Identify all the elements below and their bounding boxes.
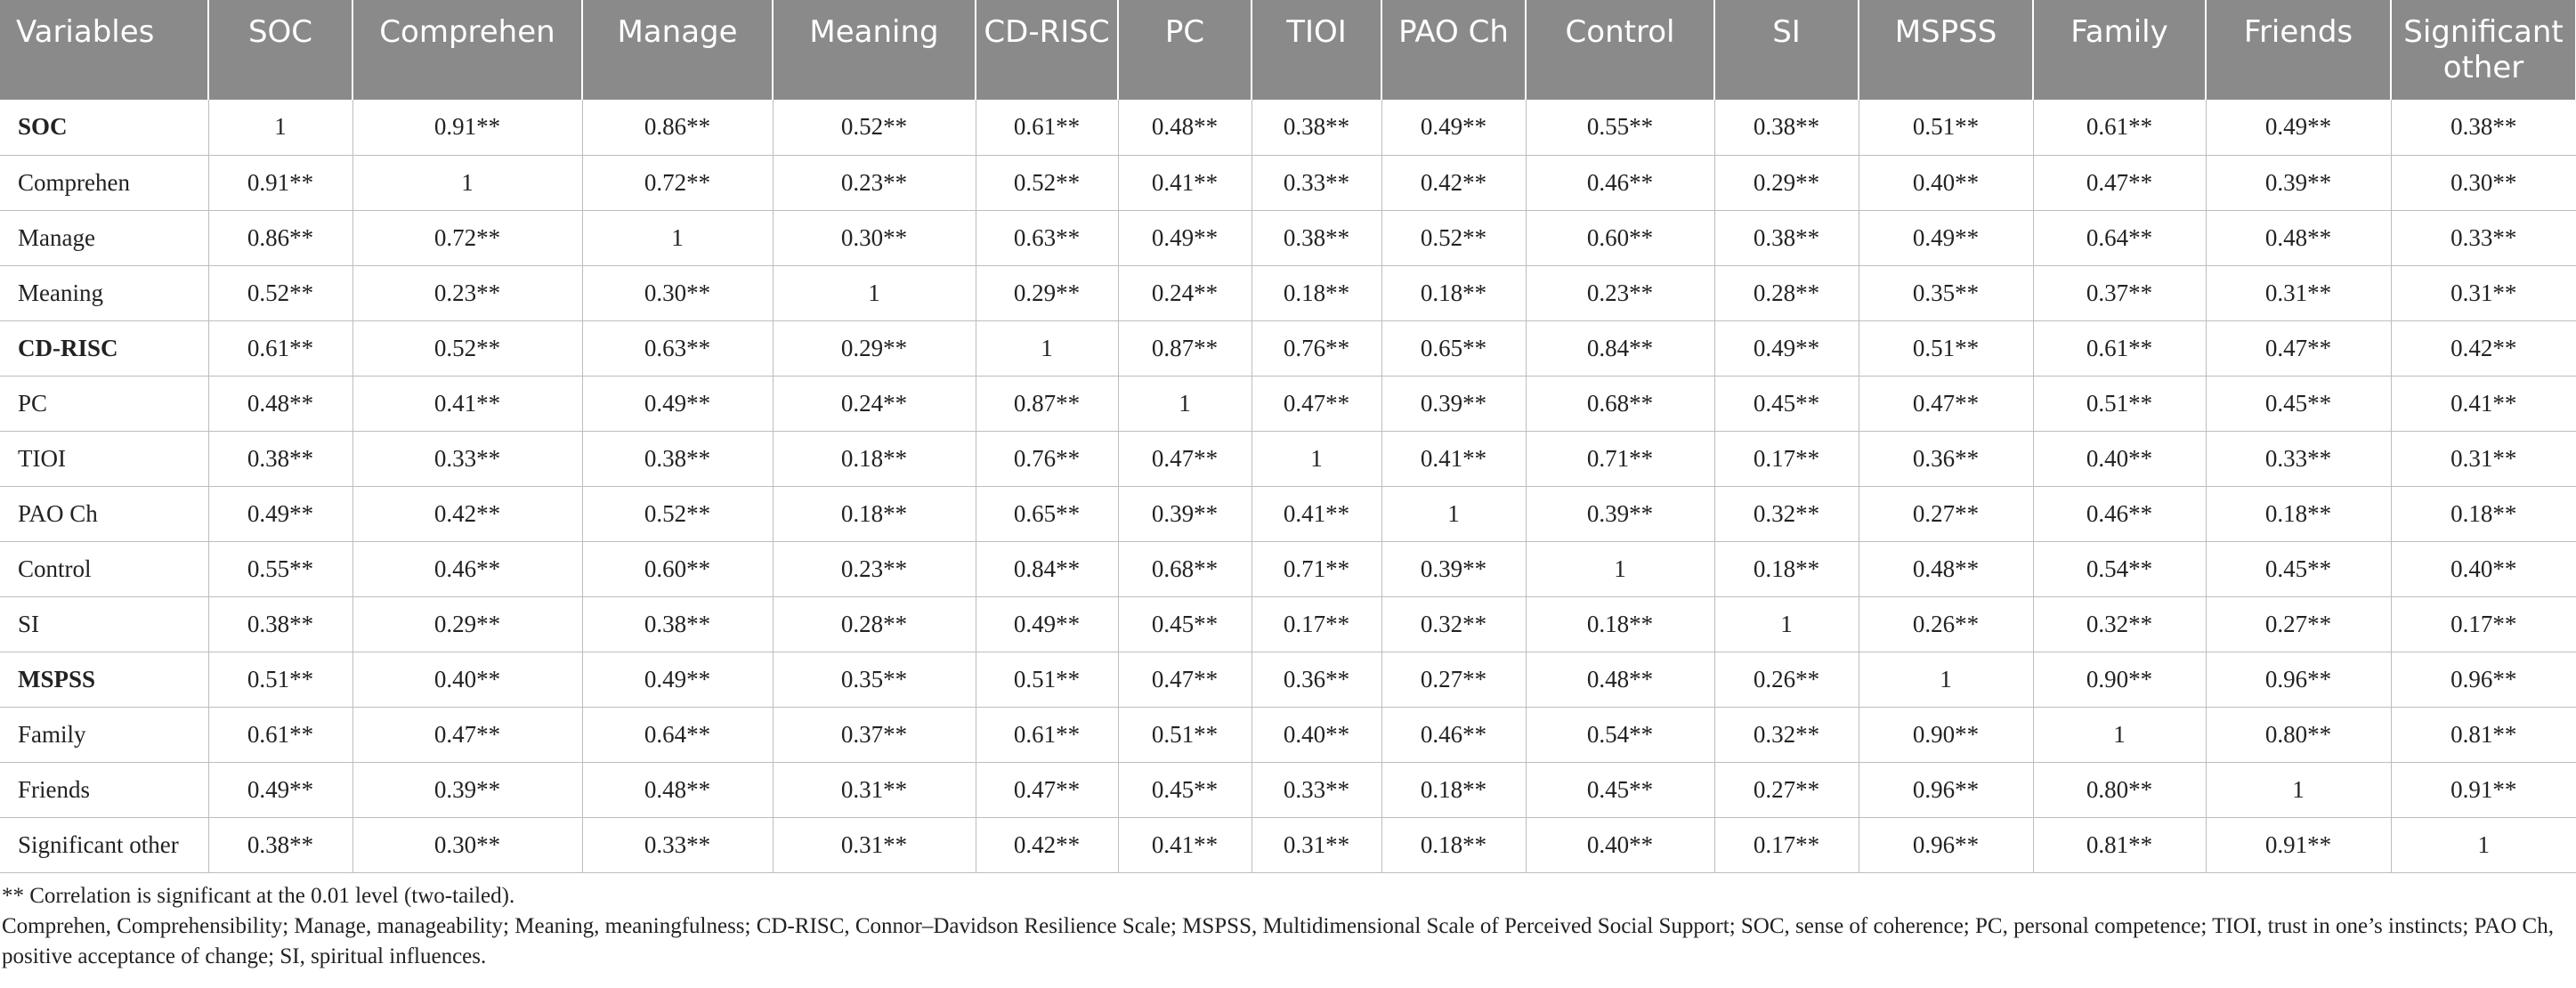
table-cell: 0.47** xyxy=(976,762,1118,817)
row-label: SI xyxy=(0,596,208,652)
table-cell: 0.38** xyxy=(1714,100,1859,155)
table-cell: 0.81** xyxy=(2391,707,2576,762)
table-cell: 1 xyxy=(1381,486,1526,541)
table-cell: 0.86** xyxy=(208,210,352,265)
table-cell: 0.65** xyxy=(1381,320,1526,376)
table-row xyxy=(0,762,2576,817)
table-cell: 0.49** xyxy=(1714,320,1859,376)
table-cell: 0.55** xyxy=(1526,100,1714,155)
table-cell: 0.49** xyxy=(208,486,352,541)
table-cell: 0.18** xyxy=(1381,817,1526,872)
table-cell: 0.26** xyxy=(1714,652,1859,707)
table-cell: 0.49** xyxy=(582,652,773,707)
table-cell: 0.17** xyxy=(1714,431,1859,486)
table-cell: 0.24** xyxy=(773,376,976,431)
table-cell: 1 xyxy=(1526,541,1714,596)
table-cell: 0.80** xyxy=(2206,707,2391,762)
table-cell: 0.46** xyxy=(1381,707,1526,762)
table-cell: 0.33** xyxy=(2391,210,2576,265)
table-cell: 0.61** xyxy=(2033,100,2206,155)
table-cell: 0.18** xyxy=(1526,596,1714,652)
table-cell: 0.90** xyxy=(2033,652,2206,707)
table-cell: 0.91** xyxy=(352,100,582,155)
table-cell: 0.72** xyxy=(352,210,582,265)
table-row xyxy=(0,320,2576,376)
table-cell: 1 xyxy=(2033,707,2206,762)
table-cell: 0.81** xyxy=(2033,817,2206,872)
table-cell: 0.38** xyxy=(208,431,352,486)
table-cell: 0.29** xyxy=(773,320,976,376)
table-cell: 1 xyxy=(208,100,352,155)
table-cell: 0.96** xyxy=(2206,652,2391,707)
table-cell: 0.65** xyxy=(976,486,1118,541)
table-cell: 0.63** xyxy=(582,320,773,376)
table-cell: 0.48** xyxy=(1118,100,1252,155)
table-cell: 1 xyxy=(352,155,582,210)
table-cell: 0.41** xyxy=(352,376,582,431)
column-header-cd-risc: CD-RISC xyxy=(976,0,1118,100)
table-cell: 0.40** xyxy=(1859,155,2033,210)
table-cell: 0.45** xyxy=(1118,762,1252,817)
table-cell: 0.23** xyxy=(773,541,976,596)
table-row xyxy=(0,541,2576,596)
table-row xyxy=(0,265,2576,320)
table-cell: 0.31** xyxy=(773,817,976,872)
column-header-control: Control xyxy=(1526,0,1714,100)
table-cell: 0.47** xyxy=(1252,376,1381,431)
row-label: MSPSS xyxy=(0,652,208,707)
header-row xyxy=(0,0,2576,100)
table-cell: 0.38** xyxy=(2391,100,2576,155)
table-cell: 0.46** xyxy=(1526,155,1714,210)
table-cell: 0.48** xyxy=(208,376,352,431)
table-cell: 0.39** xyxy=(2206,155,2391,210)
row-label: Family xyxy=(0,707,208,762)
column-header-si: SI xyxy=(1714,0,1859,100)
table-row xyxy=(0,376,2576,431)
row-label: PAO Ch xyxy=(0,486,208,541)
table-cell: 0.52** xyxy=(352,320,582,376)
table-cell: 0.47** xyxy=(352,707,582,762)
table-row xyxy=(0,431,2576,486)
table-cell: 0.18** xyxy=(773,431,976,486)
table-cell: 0.32** xyxy=(1714,486,1859,541)
row-label: Comprehen xyxy=(0,155,208,210)
table-cell: 0.54** xyxy=(1526,707,1714,762)
table-cell: 0.40** xyxy=(352,652,582,707)
row-label: Significant other xyxy=(0,817,208,872)
table-cell: 0.45** xyxy=(1714,376,1859,431)
table-notes xyxy=(0,881,2576,972)
table-cell: 0.18** xyxy=(773,486,976,541)
table-cell: 0.28** xyxy=(773,596,976,652)
table-cell: 0.55** xyxy=(208,541,352,596)
table-cell: 1 xyxy=(976,320,1118,376)
table-row xyxy=(0,210,2576,265)
table-cell: 1 xyxy=(582,210,773,265)
table-cell: 0.54** xyxy=(2033,541,2206,596)
table-cell: 0.40** xyxy=(1252,707,1381,762)
table-cell: 0.36** xyxy=(1859,431,2033,486)
table-cell: 0.68** xyxy=(1526,376,1714,431)
table-cell: 0.60** xyxy=(582,541,773,596)
table-cell: 0.42** xyxy=(2391,320,2576,376)
column-header-family: Family xyxy=(2033,0,2206,100)
table-cell: 0.51** xyxy=(1859,100,2033,155)
table-cell: 1 xyxy=(2391,817,2576,872)
table-cell: 0.68** xyxy=(1118,541,1252,596)
table-cell: 0.36** xyxy=(1252,652,1381,707)
table-cell: 0.33** xyxy=(1252,155,1381,210)
table-cell: 0.18** xyxy=(1714,541,1859,596)
table-body xyxy=(0,100,2576,872)
table-cell: 0.42** xyxy=(976,817,1118,872)
table-cell: 0.45** xyxy=(2206,376,2391,431)
table-cell: 0.32** xyxy=(2033,596,2206,652)
table-cell: 0.32** xyxy=(1714,707,1859,762)
column-header-mspss: MSPSS xyxy=(1859,0,2033,100)
table-cell: 0.76** xyxy=(1252,320,1381,376)
table-cell: 0.31** xyxy=(773,762,976,817)
table-cell: 0.18** xyxy=(1381,762,1526,817)
table-cell: 0.51** xyxy=(2033,376,2206,431)
table-cell: 0.47** xyxy=(2033,155,2206,210)
table-cell: 0.38** xyxy=(1252,210,1381,265)
table-cell: 0.51** xyxy=(208,652,352,707)
table-cell: 0.71** xyxy=(1252,541,1381,596)
table-cell: 0.45** xyxy=(1118,596,1252,652)
table-cell: 0.96** xyxy=(1859,817,2033,872)
table-cell: 0.17** xyxy=(1714,817,1859,872)
table-cell: 0.38** xyxy=(208,817,352,872)
table-cell: 0.86** xyxy=(582,100,773,155)
table-cell: 0.51** xyxy=(1118,707,1252,762)
table-cell: 0.48** xyxy=(1859,541,2033,596)
table-cell: 0.84** xyxy=(976,541,1118,596)
table-cell: 0.41** xyxy=(1381,431,1526,486)
column-header-pao-ch: PAO Ch xyxy=(1381,0,1526,100)
table-cell: 0.72** xyxy=(582,155,773,210)
table-cell: 0.96** xyxy=(1859,762,2033,817)
table-cell: 0.40** xyxy=(1526,817,1714,872)
table-cell: 0.47** xyxy=(1859,376,2033,431)
row-label: Meaning xyxy=(0,265,208,320)
table-cell: 0.18** xyxy=(2206,486,2391,541)
table-cell: 0.29** xyxy=(976,265,1118,320)
table-cell: 0.30** xyxy=(773,210,976,265)
table-cell: 0.35** xyxy=(773,652,976,707)
abbreviations-note: Comprehen, Comprehensibility; Manage, manageability; Meaning, meaningfulness; CD-RISC, Connor–Davidson Resilience Scale; MSPSS, Multidimensional Scale of Perceived Social Support; SOC, sense of coherence; PC, personal competence; TIOI, trust in one’s instincts; PAO Ch, positive acceptance of change; SI, spiritual influences. xyxy=(2,914,2554,968)
table-cell: 0.61** xyxy=(976,100,1118,155)
table-cell: 0.27** xyxy=(1714,762,1859,817)
table-cell: 0.17** xyxy=(1252,596,1381,652)
table-cell: 0.64** xyxy=(2033,210,2206,265)
table-cell: 0.51** xyxy=(976,652,1118,707)
table-cell: 0.52** xyxy=(582,486,773,541)
table-cell: 0.23** xyxy=(1526,265,1714,320)
table-cell: 0.52** xyxy=(773,100,976,155)
table-cell: 0.23** xyxy=(352,265,582,320)
row-label: TIOI xyxy=(0,431,208,486)
table-row xyxy=(0,486,2576,541)
table-cell: 0.30** xyxy=(2391,155,2576,210)
table-cell: 0.42** xyxy=(352,486,582,541)
table-cell: 0.48** xyxy=(1526,652,1714,707)
table-cell: 0.45** xyxy=(1526,762,1714,817)
row-label: Friends xyxy=(0,762,208,817)
table-cell: 1 xyxy=(2206,762,2391,817)
table-cell: 0.52** xyxy=(208,265,352,320)
table-cell: 0.63** xyxy=(976,210,1118,265)
table-cell: 0.80** xyxy=(2033,762,2206,817)
table-cell: 0.40** xyxy=(2391,541,2576,596)
table-cell: 0.31** xyxy=(2391,265,2576,320)
row-label: Manage xyxy=(0,210,208,265)
table-cell: 0.38** xyxy=(208,596,352,652)
table-cell: 0.33** xyxy=(352,431,582,486)
table-cell: 0.23** xyxy=(773,155,976,210)
table-cell: 0.18** xyxy=(2391,486,2576,541)
table-cell: 0.41** xyxy=(1252,486,1381,541)
table-cell: 0.18** xyxy=(1252,265,1381,320)
table-cell: 0.35** xyxy=(1859,265,2033,320)
table-cell: 0.71** xyxy=(1526,431,1714,486)
column-header-pc: PC xyxy=(1118,0,1252,100)
table-cell: 0.52** xyxy=(976,155,1118,210)
column-header-meaning: Meaning xyxy=(773,0,976,100)
table-cell: 0.41** xyxy=(1118,155,1252,210)
column-header-soc: SOC xyxy=(208,0,352,100)
table-cell: 0.49** xyxy=(976,596,1118,652)
row-label: CD-RISC xyxy=(0,320,208,376)
table-cell: 0.40** xyxy=(2033,431,2206,486)
column-header-tioi: TIOI xyxy=(1252,0,1381,100)
table-cell: 0.60** xyxy=(1526,210,1714,265)
table-cell: 0.39** xyxy=(1526,486,1714,541)
table-cell: 0.27** xyxy=(1859,486,2033,541)
table-cell: 0.76** xyxy=(976,431,1118,486)
table-cell: 0.64** xyxy=(582,707,773,762)
table-cell: 0.32** xyxy=(1381,596,1526,652)
column-header-manage: Manage xyxy=(582,0,773,100)
table-cell: 0.61** xyxy=(208,707,352,762)
table-cell: 0.37** xyxy=(773,707,976,762)
table-cell: 1 xyxy=(1714,596,1859,652)
row-label: SOC xyxy=(0,100,208,155)
table-cell: 0.61** xyxy=(2033,320,2206,376)
table-cell: 0.39** xyxy=(1118,486,1252,541)
table-cell: 0.91** xyxy=(2391,762,2576,817)
table-cell: 0.38** xyxy=(1714,210,1859,265)
table-cell: 0.17** xyxy=(2391,596,2576,652)
table-cell: 0.28** xyxy=(1714,265,1859,320)
table-cell: 0.46** xyxy=(352,541,582,596)
table-cell: 0.41** xyxy=(1118,817,1252,872)
table-cell: 0.26** xyxy=(1859,596,2033,652)
row-label: Control xyxy=(0,541,208,596)
table-cell: 1 xyxy=(1859,652,2033,707)
table-cell: 0.49** xyxy=(1118,210,1252,265)
table-cell: 0.49** xyxy=(582,376,773,431)
table-cell: 0.48** xyxy=(582,762,773,817)
table-cell: 0.48** xyxy=(2206,210,2391,265)
table-cell: 0.61** xyxy=(976,707,1118,762)
table-cell: 0.49** xyxy=(208,762,352,817)
table-cell: 0.46** xyxy=(2033,486,2206,541)
table-cell: 0.49** xyxy=(1859,210,2033,265)
table-cell: 0.18** xyxy=(1381,265,1526,320)
table-cell: 0.91** xyxy=(208,155,352,210)
column-header-comprehen: Comprehen xyxy=(352,0,582,100)
table-cell: 0.31** xyxy=(2391,431,2576,486)
table-cell: 0.31** xyxy=(2206,265,2391,320)
table-row xyxy=(0,707,2576,762)
table-cell: 0.30** xyxy=(582,265,773,320)
table-cell: 1 xyxy=(1252,431,1381,486)
table-cell: 0.38** xyxy=(582,431,773,486)
table-cell: 0.24** xyxy=(1118,265,1252,320)
table-cell: 0.90** xyxy=(1859,707,2033,762)
table-row xyxy=(0,155,2576,210)
table-cell: 0.39** xyxy=(1381,541,1526,596)
table-cell: 0.42** xyxy=(1381,155,1526,210)
table-cell: 1 xyxy=(773,265,976,320)
table-row xyxy=(0,652,2576,707)
table-cell: 0.29** xyxy=(352,596,582,652)
table-cell: 0.38** xyxy=(1252,100,1381,155)
table-cell: 0.33** xyxy=(582,817,773,872)
table-cell: 0.47** xyxy=(2206,320,2391,376)
significance-note: ** Correlation is significant at the 0.01 level (two-tailed). xyxy=(2,884,515,908)
table-cell: 0.84** xyxy=(1526,320,1714,376)
table-cell: 0.27** xyxy=(2206,596,2391,652)
column-header-variables: Variables xyxy=(0,0,208,100)
table-cell: 0.29** xyxy=(1714,155,1859,210)
table-cell: 0.38** xyxy=(582,596,773,652)
table-cell: 0.91** xyxy=(2206,817,2391,872)
table-cell: 0.27** xyxy=(1381,652,1526,707)
table-cell: 0.33** xyxy=(1252,762,1381,817)
table-cell: 0.47** xyxy=(1118,431,1252,486)
table-row xyxy=(0,100,2576,155)
table-cell: 0.49** xyxy=(1381,100,1526,155)
table-cell: 0.87** xyxy=(1118,320,1252,376)
table-cell: 0.51** xyxy=(1859,320,2033,376)
table-cell: 0.39** xyxy=(352,762,582,817)
table-cell: 0.61** xyxy=(208,320,352,376)
table-cell: 1 xyxy=(1118,376,1252,431)
table-row xyxy=(0,817,2576,872)
table-cell: 0.45** xyxy=(2206,541,2391,596)
table-cell: 0.41** xyxy=(2391,376,2576,431)
table-cell: 0.30** xyxy=(352,817,582,872)
table-cell: 0.37** xyxy=(2033,265,2206,320)
table-cell: 0.47** xyxy=(1118,652,1252,707)
table-cell: 0.39** xyxy=(1381,376,1526,431)
table-row xyxy=(0,596,2576,652)
row-label: PC xyxy=(0,376,208,431)
table-cell: 0.96** xyxy=(2391,652,2576,707)
table-cell: 0.33** xyxy=(2206,431,2391,486)
table-cell: 0.87** xyxy=(976,376,1118,431)
column-header-significant-other: Significant other xyxy=(2391,0,2576,100)
table-cell: 0.31** xyxy=(1252,817,1381,872)
table-cell: 0.52** xyxy=(1381,210,1526,265)
table-cell: 0.49** xyxy=(2206,100,2391,155)
column-header-friends: Friends xyxy=(2206,0,2391,100)
